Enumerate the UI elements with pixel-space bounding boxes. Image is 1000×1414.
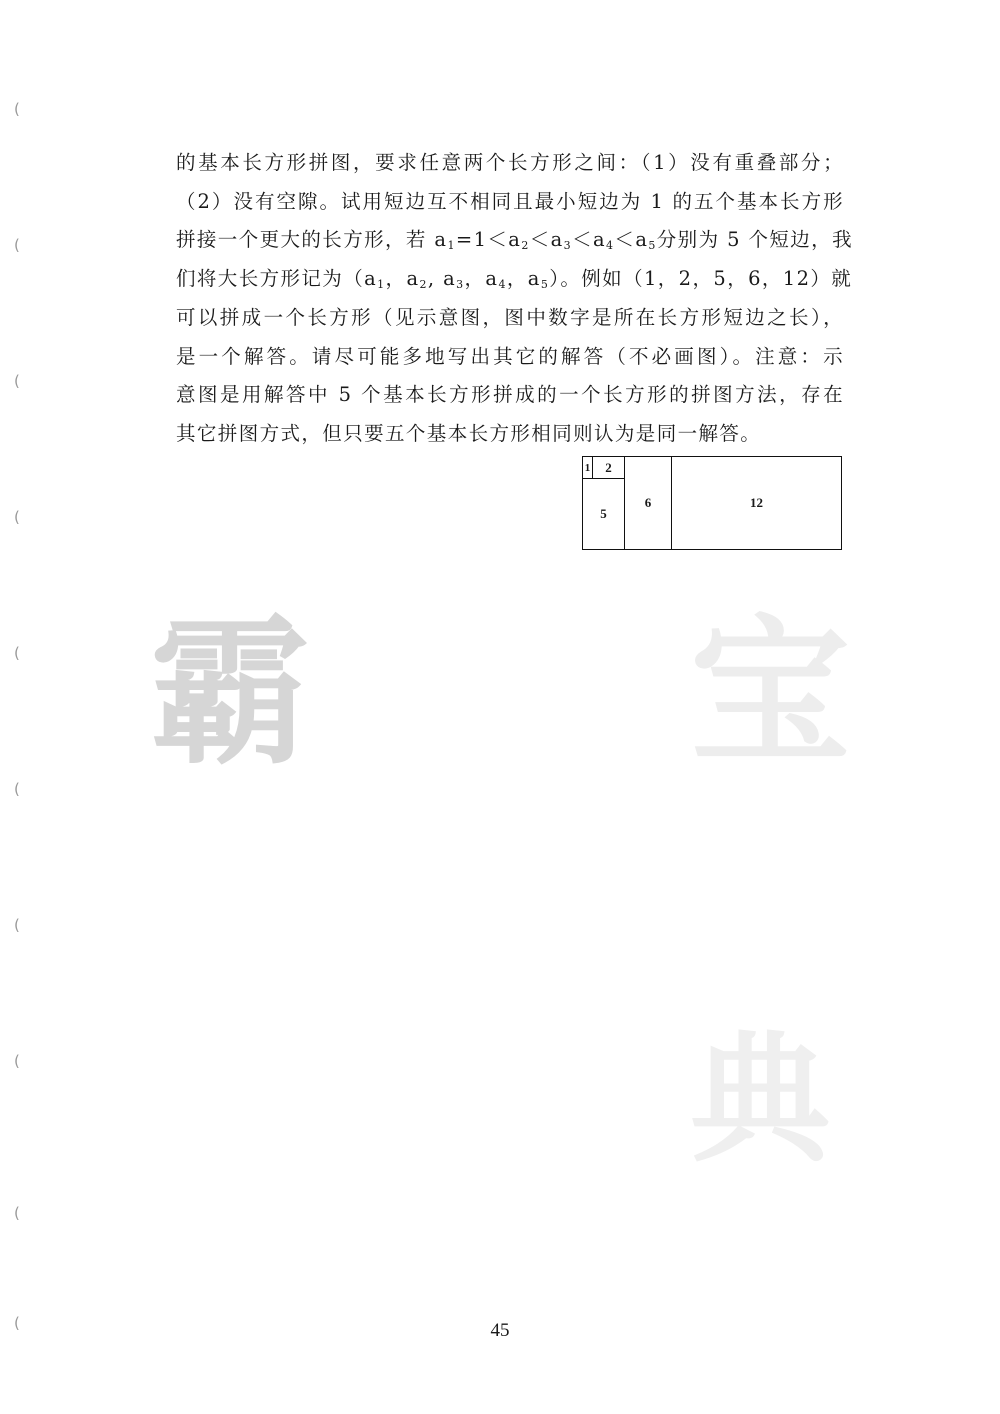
binding-mark: (	[14, 1052, 20, 1070]
text-line: （2）没有空隙。试用短边互不相同且最小短边为 1 的五个基本长方形	[176, 189, 844, 213]
rect-label: 2	[605, 459, 612, 475]
text-line: 意图是用解答中 5 个基本长方形拼成的一个长方形的拼图方法，存在	[176, 383, 844, 407]
tiling-diagram	[582, 456, 842, 550]
text-line: 其它拼图方式，但只要五个基本长方形相同则认为是同一解答。	[176, 421, 762, 445]
rect-12	[671, 456, 842, 550]
binding-mark: (	[14, 916, 20, 934]
page-number: 45	[490, 1320, 510, 1341]
text-line: 可以拼成一个长方形（见示意图，图中数字是所在长方形短边之长），	[176, 305, 844, 329]
text-line: 是一个解答。请尽可能多地写出其它的解答（不必画图）。注意：示	[176, 344, 844, 368]
binding-mark: (	[14, 372, 20, 390]
watermark: 霸	[150, 598, 311, 786]
rect-label: 5	[600, 506, 607, 521]
watermark: 典	[690, 1018, 831, 1182]
binding-mark: (	[14, 1204, 20, 1222]
rect-label: 12	[750, 495, 763, 510]
binding-mark: (	[14, 100, 20, 118]
binding-mark: (	[14, 236, 20, 254]
binding-mark: (	[14, 1314, 20, 1332]
problem-text	[176, 144, 853, 454]
rect-2	[592, 456, 625, 479]
binding-mark: (	[14, 780, 20, 798]
rect-5	[582, 478, 625, 550]
text-line: 的基本长方形拼图，要求任意两个长方形之间：（1）没有重叠部分；	[176, 151, 844, 174]
text-line: 们将大长方形记为（$a_1$，$a_2$, $a_3$，$a_4$，$a_5$）。例如（1，2，5，6，12）就	[176, 267, 853, 292]
watermark: 宝	[690, 598, 851, 786]
rect-label: 1	[584, 461, 591, 474]
rect-label: 6	[644, 495, 652, 510]
rect-6	[624, 456, 672, 550]
text-line: 拼接一个更大的长方形，若 $a_1=1<a_2<a_3<a_4<a_5$分别为 5 个短边，我	[176, 228, 853, 253]
binding-mark: (	[14, 508, 20, 526]
binding-mark: (	[14, 644, 20, 662]
